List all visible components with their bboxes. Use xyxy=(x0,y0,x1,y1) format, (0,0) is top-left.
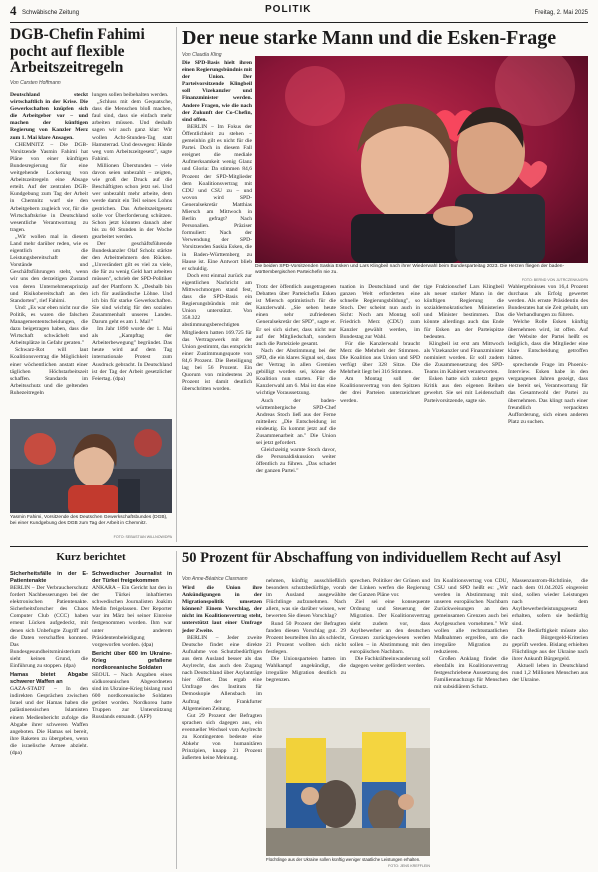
asyl-col4 xyxy=(434,578,508,868)
esken-lead: Die SPD-Basis hielt ihren einen Regierungsbündnis mit der Union. Der Parteivorsitzende Klingbeil soll Vizekanzler und Finanzminister werden. Andere Fragen, wie die nach der Zukunft der Co-Chefin, sind offen. xyxy=(182,60,252,123)
asyl-col2 xyxy=(266,578,346,706)
esken-col1 xyxy=(182,60,252,542)
esken-col2 xyxy=(256,284,336,542)
asyl-p9: Im Koalitionsvertrag von CDU, CSU und SPD heißt es: „Wir werden in Abstimmung mit unseren europäischen Nachbarn Zurückweisungen an den gemeinsamen Grenzen auch bei Asylgesuchen vornehmen." Wir wollen alle rechtsstaatlichen Maßnahmen ergreifen, um die irreguläre Migration zu reduzieren. xyxy=(434,578,508,655)
fahimi-photo-art xyxy=(10,419,172,513)
asyl-author: Von Anne-Béatrice Clasmann xyxy=(182,576,248,582)
esken-b2: Nach der Abstimmung bei der SPD, die ein klares Signal sei, dass der Vertrag in allen Gremien gebilligt worden sei, könne die Koalition nun starten. Für die Kanzlerwahl am 6. Mai ist das eine wichtige Voraussetzung. xyxy=(256,347,336,397)
esken-a2: Doch erst einmal zurück zur eigentlichen Nachricht am Mittwochmorgen stand fest, dass die SPD-Basis ein Regierungsbündnis mit der Union unterstützt. Von 358.322 abstimmungsberechtigten Mitgliedern hatten 169.725 für das Vertragswerk mit der Union gestimmt, das entspricht einer Zustimmungsquote von 84,6 Prozent. Die Beteiligung lag bei 56 Prozent. Ein Quorum von mindestens 20 Prozent ist damit deutlich überschritten worden. xyxy=(182,272,252,393)
kurz-item4-text: SEOUL – Nach Angaben eines südkoreanischen Abgeordneten sind im Ukraine-Krieg bislang rund 600 nordkoreanische Soldaten getötet worden. Nordkorea hatte Truppen zur Unterstützung Russlands entsandt. (AFP) xyxy=(92,671,172,721)
esken-f1: sprechende Frage im Phoenix-Interview. Esken habe in den vergangenen Jahren gezeigt, dass sie bereit sei, Verantwortung für das Gesamtwohl der Partei zu übernehmen. Das klingt nach einer freundlich verpackten Aufforderung, sich einen anderen Platz zu suchen. xyxy=(508,362,588,425)
esken-col5 xyxy=(508,284,588,542)
fahimi-col1 xyxy=(10,92,88,414)
esken-credit: FOTO: BERND VON JUTRCZENKA/DPA xyxy=(521,278,588,282)
fahimi-p6: „Schluss mit dem Gequatsche, dass die Menschen bloß machen, faul sind, dass sie einfach mehr arbeiten müssen. Und deshalb sagen wir auch ganz klar: Wir wollen Acht-Stunden-Tag statt Hamsterrad. Und deswegen: Hände weg vom Arbeitszeitgesetz", sagte Fahimi. xyxy=(92,99,172,162)
kurz-title: Kurz berichtet xyxy=(56,551,126,563)
asyl-p10: Großen Anklang findet die ebenfalls im Koalitionsvertrag festgeschriebene Aussetzung des Familiennachzugs für Menschen mit subsidiärem Schutz. xyxy=(434,656,508,691)
section-title: POLITIK xyxy=(265,4,312,15)
fahimi-photo xyxy=(10,419,172,513)
fahimi-headline: DGB-Chefin Fahimi pocht auf flexible Arbeitszeitregeln xyxy=(10,26,145,76)
kurz-item2-text: GAZA-STADT – In den indirekten Gesprächen zwischen Israel und der Hamas haben die palästinensischen Islamisten einem Medienbericht zufolge die Abgabe ihrer schweren Waffen angeboten. Die Hamas sei bereit, ihre Raketen zu übergeben, wenn die israelische Armee abzieht. (dpa) xyxy=(10,686,88,756)
kurz-box xyxy=(10,551,172,563)
fahimi-p4: Schwarz-Rot will laut Koalitionsvertrag die Möglichkeit einer wöchentlichen anstatt einer täglichen Höchstarbeitszeit schaffen. Standards im Arbeitsschutz und die geltenden Ruhezeitregeln xyxy=(10,347,88,396)
fahimi-p8: Der geschäftsführende Bundeskanzler Olaf Scholz stärkte den Arbeitnehmern den Rücken. „Unverändert gilt es viel zu viele, die für zu wenig Geld hart arbeiten müssen", schrieb der SPD-Politiker auf der Plattform X. „Deshalb bin ich für ausländische Löhne. Und ich bin für starke Gewerkschaften. Sie sind wichtig für den sozialen Zusammenhalt unseres Landes. Darum geht es am 1. Mai!" xyxy=(92,240,172,325)
fahimi-caption: Yasmin Fahimi, Vorsitzende des Deutschen Gewerkschaftsbundes (DGB), bei einer Kundgebung des DGB zum Tag der Arbeit in Chemnitz. xyxy=(10,515,168,526)
esken-b3: Auch der baden-württembergische SPD-Chef Andreas Stoch ließ aus der Ferne mitteilen: „Die Entscheidung ist eindeutig. Es kommt jetzt auf die Zusammenarbeit an." Die Union sei jetzt gefordert. xyxy=(256,397,336,447)
fahimi-p2: „Wir wollen mal in diesem Land mehr darüber reden, wie es eigentlich um die Leistungsbereitschaft der Vorstände und Geschäftsführungen steht, wenn wir uns den derzeitigen Zustand von deren Unternehmensprinzip und Risikobereitschaft an den Standorten", rief Fahimi. xyxy=(10,233,88,304)
fahimi-p7: Millionen Überstunden – viele davon seien unbezahlt – zeigten, wie groß der Druck auf die Beschäftigten schon jetzt sei. Und wer unbezahlt mehr arbeite, dem werde damit ein Teil seines Lohns gestrichen. Das Arbeitszeitgesetz solle vor Überforderung schützen. Schon jetzt könnten danach aber bis zu 60 Stunden in der Woche gearbeitet werden. xyxy=(92,162,172,240)
asyl-col1 xyxy=(182,585,262,869)
esken-photo xyxy=(255,56,588,263)
fahimi-col2 xyxy=(92,92,172,414)
asyl-article xyxy=(182,550,588,567)
esken-a1: BERLIN – Im Fokus der Öffentlichkeit zu stehen – gemeinhin gilt es nicht für die Partei. Doch in diesem Fall ereignet die mediale Aufmerksamkeit wenig Glanz und Gloria: Da stimmen 84,6 Prozent der SPD-Mitglieder dem Koalitionsvertrag mit CDU und CSU zu – und wovon wird SPD-Generalsekretär Matthias Miersch am Mittwoch in Berlin gefragt? Nach Personalien. Präziser formuliert: Nach der Verwendung der SPD-Vorsitzenden Saskia Esken, die in Baden-Württemberg zu Hause ist. Eine Antwort blieb er schuldig. xyxy=(182,123,252,272)
asyl-p1: BERLIN – Jeder zweite Deutsche findet eine direkte Aufnahme von Schutzbedürftigen aus dem Ausland besser als das Asylrecht, das auch den Zugang nach Deutschland über Asylanträge hier öffnet. Das ergab eine Umfrage des Instituts für Demoskopie Allensbach im Auftrag der Frankfurter Allgemeinen Zeitung. xyxy=(182,634,262,712)
asyl-col5 xyxy=(512,578,588,868)
paper-name: Schwäbische Zeitung xyxy=(22,10,80,16)
esken-article xyxy=(182,27,588,49)
asyl-p12: Die Bedürftigkeit müsste also nach Bürgergeld-Kriterien geprüft werden. Bislang erhielten Flüchtlinge aus der Ukraine nach ihrer Ankunft Bürgergeld. xyxy=(512,627,588,663)
esken-caption: Die beiden SPD-Vorsitzenden Saskia Esken und Lars Klingbeil nach ihrer Wiederwahl beim Bundesparteitag 2023. Die Herzen fliegen der baden-württembergischen Parteichefin nie zu. xyxy=(255,264,565,275)
column-divider xyxy=(176,27,177,542)
esken-e2: Welche Rolle Esken künftig übernehmen wird, ist offen. Auf der Website der Partei heißt es lediglich, dass die Mitglieder eine klare Entscheidung getroffen hätten. xyxy=(508,319,588,361)
fahimi-p9: Im Jahr 1890 wurde der 1. Mai als „Kampftag der Arbeiterbewegung" begründet. Das heute wird auf dem Tag internationale Protest zum Ausdruck gebracht. In Deutschland ist der Tag der Arbeit gesetzlicher Feiertag. (dpa) xyxy=(92,326,172,382)
asyl-p4: Rund 50 Prozent der Befragten fanden diesen Vorschlag gut. 29 Prozent beurteilten ihn als schlecht, 21 Prozent wollten sich nicht festlegen. xyxy=(266,620,346,655)
esken-col4 xyxy=(424,284,504,542)
page-header xyxy=(10,3,588,20)
asyl-col3 xyxy=(350,578,430,706)
fahimi-credit: FOTO: SEBASTIAN WILLNOW/DPA xyxy=(113,535,172,539)
asyl-p6: sprechen. Politiker der Grünen und der Linken werfen die Regierung der Ganzen Pläne vor. xyxy=(350,578,430,599)
asyl-p5: Die Unionsparteien hatten im Wahlkampf angekündigt, die irreguläre Migration deutlich zu begrenzen. xyxy=(266,656,346,684)
asyl-p11: Massenzustrom-Richtlinie, die nach dem 01.04.2025 eingereist sind, sollen wieder Leistungen nach dem Asylbewerberleistungsgesetz erhalten, sofern sie bedürftig sind. xyxy=(512,578,588,627)
asyl-p13: Aktuell leben in Deutschland rund 1,2 Millionen Menschen aus der Ukraine. xyxy=(512,663,588,684)
header-rule xyxy=(10,22,588,23)
esken-b4: Gleichzeitig warnte Stoch davor, die Personaldiskussion weiter öffentlich zu führen. „Das schadet der ganzen Partei." xyxy=(256,447,336,475)
asyl-p7: Ziel sei eine konsequente Ordnung und Steuerung der Migration. Der Koalitionsvertrag sieht zudem vor, dass Asylbewerber an den deutschen Grenzen zurückgewiesen werden sollen – in Abstimmung mit den europäischen Nachbarn. xyxy=(350,599,430,655)
kurz-item4-heading: Bericht über 600 im Ukraine-Krieg gefallene nordkoreanische Soldaten xyxy=(92,650,172,671)
asyl-headline: 50 Prozent für Abschaffung von individuellem Recht auf Asyl xyxy=(182,550,561,566)
esken-d2: Klingbeil ist erst am Mittwoch als Vizekanzler und Finanzminister nominiert worden. Er soll zudem die Zusammensetzung des SPD-Teams im Kabinett verantworten. xyxy=(424,340,504,376)
fahimi-author: Von Carsten Hoffmann xyxy=(10,79,61,86)
fahimi-article xyxy=(10,27,172,86)
esken-col3 xyxy=(340,284,420,542)
kurz-item1-text: BERLIN – Der Verbraucherschutz fordert Nachbesserungen bei der elektronischen Patientenakte. Sicherheitsforscher des Chaos Computer Club (CCC) haben erneut Lücken aufgedeckt, mit denen sich Unbefugte Zugriff auf die Daten verschaffen konnten. Das Bundesgesundheitsministerium sieht keinen Grund, die Einführung zu stoppen. (dpa) xyxy=(10,585,88,670)
esken-c1: tuation in Deutschland und der ganzen Welt erforderten eine schnelle Regierungsbildung", so Stoch. Der scheint nun auch in Sicht: Noch am Montag soll Friedrich Merz (CDU) zum Kanzler gewählt werden, im Bundestag zur Wahl. xyxy=(340,284,420,340)
asyl-p8: Die Fachkräfteeinwanderung soll dagegen weiter gefördert werden. xyxy=(350,656,430,670)
asyl-caption: Flüchtlinge aus der Ukraine sollen künftig weniger staatliche Leistungen erhalten. xyxy=(266,857,421,862)
esken-e1: Wahlergebnisses von 16,4 Prozent durchaus als Erfolg gewertet werden. Als ernste Präsidentin des Bundesrates hat sie Zeit gehabt, um die Verhandlungen zu führen. xyxy=(508,284,588,319)
column-divider-2 xyxy=(176,551,177,869)
kurz-item1-heading: Sicherheitsfälle in der E-Patientenakte xyxy=(10,571,88,584)
asyl-p2: Gut 29 Prozent der Befragten sprachen sich dagegen aus, ein eventueller Wechsel vom Asylrecht zu Kontingenten bedeute eine Abkehr von humanitären Prinzipien, knapp 21 Prozent äußerten keine Meinung. xyxy=(182,712,262,762)
fahimi-p3: Und: „Es war eben nicht nur die Politik, es waren die falschen Managemententscheidungen, die dazu beigetragen haben, dass die Wirtschaft schwächelt und Arbeitsplätze in Gefahr geraten." xyxy=(10,304,88,347)
asyl-lead: Wird die Union ihre Ankündigungen in der Migrationspolitik umsetzen können? Einem Vorschlag, der nicht im Koalitionsvertrag steht, unterstützt laut einer Umfrage jeder Zweite. xyxy=(182,585,262,634)
asyl-p3: nehmen, künftig ausschließlich besonders schutzbedürftige, vorab im Ausland ausgewählte Flüchtlinge aufzunehmen. Nach allem, was sie darüber wissen, wer bewerten Sie diesen Vorschlag? xyxy=(266,578,346,620)
kurz-item2-heading: Hamas bietet Abgabe schwerer Waffen an xyxy=(10,672,88,686)
fahimi-p1: CHEMNITZ – Die DGB-Vorsitzende Yasmin Fahimi hat Pläne von einer künftigen Bundesregierung für eine weitgehende Lockerung von Arbeitszeitregeln eine Absage erteilt. Auf der zentralen DGB-Kundgebung zum Tag der Arbeit in Chemnitz warf sie den Arbeitgebern zugleich vor, für die Wirtschaftskrise in Deutschland wesentliche Verantwortung zu tragen. xyxy=(10,141,88,233)
esken-photo-art xyxy=(255,56,588,263)
esken-headline: Der neue starke Mann und die Esken-Frage xyxy=(182,27,557,49)
esken-c2: Für die Kanzlerwahl braucht Merz die Mehrheit der Stimmen. Die Koalition aus Union und SPD verfügt über 328 Sitze. Die Mehrheit liegt bei 316 Stimmen. xyxy=(340,340,420,376)
kurz-item3-text: ANKARA – Ein Gericht hat den in der Türkei inhaftierten schwedischen Journalisten Joakim Medin freigelassen. Der Reporter war im März bei seiner Einreise festgenommen worden. Ihm war unter anderem Präsidentenbeleidigung vorgeworfen worden. (dpa) xyxy=(92,585,172,648)
esken-b1: Trotz der öffentlich ausgetragenen Debatten über Parteichefin Esken ist Miersch optimistisch für die Kanzlerwahl. „Sie sehen heute einen sehr zufriedenen Generalsekretär der SPD", sagte er. Er sei sich sicher, dass nicht nur auf der Mitgliedschaft, sondern auch die Parteiziele gesamt. xyxy=(256,284,336,347)
esken-d3: Esken hatte sich zuletzt gegen Kritik aus den eigenen Reihen gewehrt. Sie sei mit Leidenschaft Parteivorsitzende, sagte sie. xyxy=(424,376,504,404)
fahimi-lead: Deutschland steckt wirtschaftlich in der Krise. Die Gewerkschaften knüpfen sich die Arbeitgeber vor – und machen der künftigen Regierung von Kanzler Merz zum 1. Mai klare Ansagen. xyxy=(10,92,88,141)
fahimi-p5: lungen sollen beibehalten werden. xyxy=(92,92,169,98)
kurz-item3-heading: Schwedischer Journalist in der Türkei freigekommen xyxy=(92,571,172,584)
page-number: 4 xyxy=(10,3,17,18)
kurz-col2 xyxy=(92,569,172,869)
asyl-photo-art xyxy=(266,708,430,856)
section-rule xyxy=(10,546,588,547)
kurz-col1 xyxy=(10,569,88,869)
issue-date: Freitag, 2. Mai 2025 xyxy=(534,10,588,16)
esken-c3: Am Montag soll der Koalitionsvertrag von den Spitzen der drei Parteien unterzeichnet werden. xyxy=(340,376,420,404)
asyl-photo xyxy=(266,708,430,856)
esken-author: Von Claudia Kling xyxy=(182,52,222,58)
asyl-credit: FOTO: JENS KREFFLEIN xyxy=(388,864,430,868)
esken-d1: tige Fraktionschef Lars Klingbeil als neuer starker Mann in der künftigen Regierung die sozialdemokratischen Ministerien und Minister bestimmen. Das könnte allerdings auch das Ende für Esken an der Parteispitze bedeuten. xyxy=(424,284,504,340)
